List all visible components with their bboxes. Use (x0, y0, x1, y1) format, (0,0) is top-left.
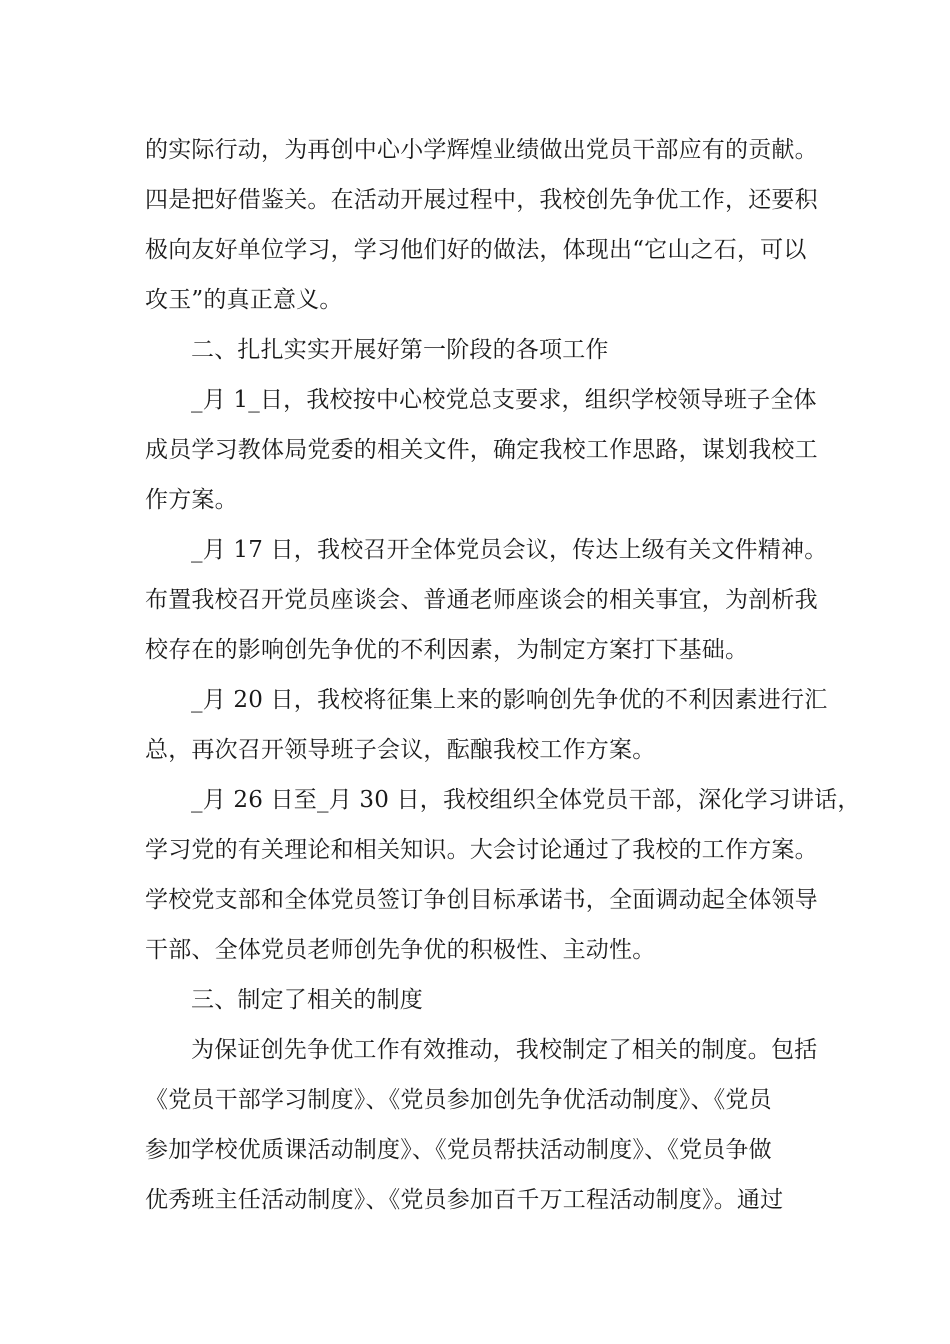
section-heading: 三、制定了相关的制度 (191, 987, 423, 1013)
text-line: 布置我校召开党员座谈会、普通老师座谈会的相关事宜，为剖析我 (145, 587, 818, 613)
text-line: 优秀班主任活动制度》、《党员参加百千万工程活动制度》。通过 (145, 1187, 784, 1213)
text-line: 干部、全体党员老师创先争优的积极性、主动性。 (145, 937, 656, 963)
text-line: _月 26 日至_月 30 日，我校组织全体党员干部，深化学习讲话， (191, 787, 861, 813)
text-line: 《党员干部学习制度》、《党员参加创先争优活动制度》、《党员 (145, 1087, 772, 1113)
text-line: 的实际行动，为再创中心小学辉煌业绩做出党员干部应有的贡献。 (145, 137, 818, 163)
text-line: 为保证创先争优工作有效推动，我校制定了相关的制度。包括 (191, 1037, 818, 1063)
text-line: 作方案。 (145, 487, 238, 513)
text-line: 攻玉”的真正意义。 (145, 287, 343, 313)
text-line: 极向友好单位学习，学习他们好的做法，体现出“它山之石，可以 (145, 237, 807, 263)
text-line: _月 20 日，我校将征集上来的影响创先争优的不利因素进行汇 (191, 687, 828, 713)
text-line: 参加学校优质课活动制度》、《党员帮扶活动制度》、《党员争做 (145, 1137, 772, 1163)
text-line: 成员学习教体局党委的相关文件，确定我校工作思路，谋划我校工 (145, 437, 818, 463)
text-line: 总，再次召开领导班子会议，酝酿我校工作方案。 (145, 737, 656, 763)
text-line: 校存在的影响创先争优的不利因素，为制定方案打下基础。 (145, 637, 749, 663)
section-heading: 二、扎扎实实开展好第一阶段的各项工作 (191, 337, 609, 363)
text-line: _月 17 日，我校召开全体党员会议，传达上级有关文件精神。 (191, 537, 828, 563)
text-line: 四是把好借鉴关。在活动开展过程中，我校创先争优工作，还要积 (145, 187, 818, 213)
text-line: 学习党的有关理论和相关知识。大会讨论通过了我校的工作方案。 (145, 837, 818, 863)
text-line: 学校党支部和全体党员签订争创目标承诺书，全面调动起全体领导 (145, 887, 818, 913)
text-line: _月 1_日，我校按中心校党总支要求，组织学校领导班子全体 (191, 387, 817, 413)
